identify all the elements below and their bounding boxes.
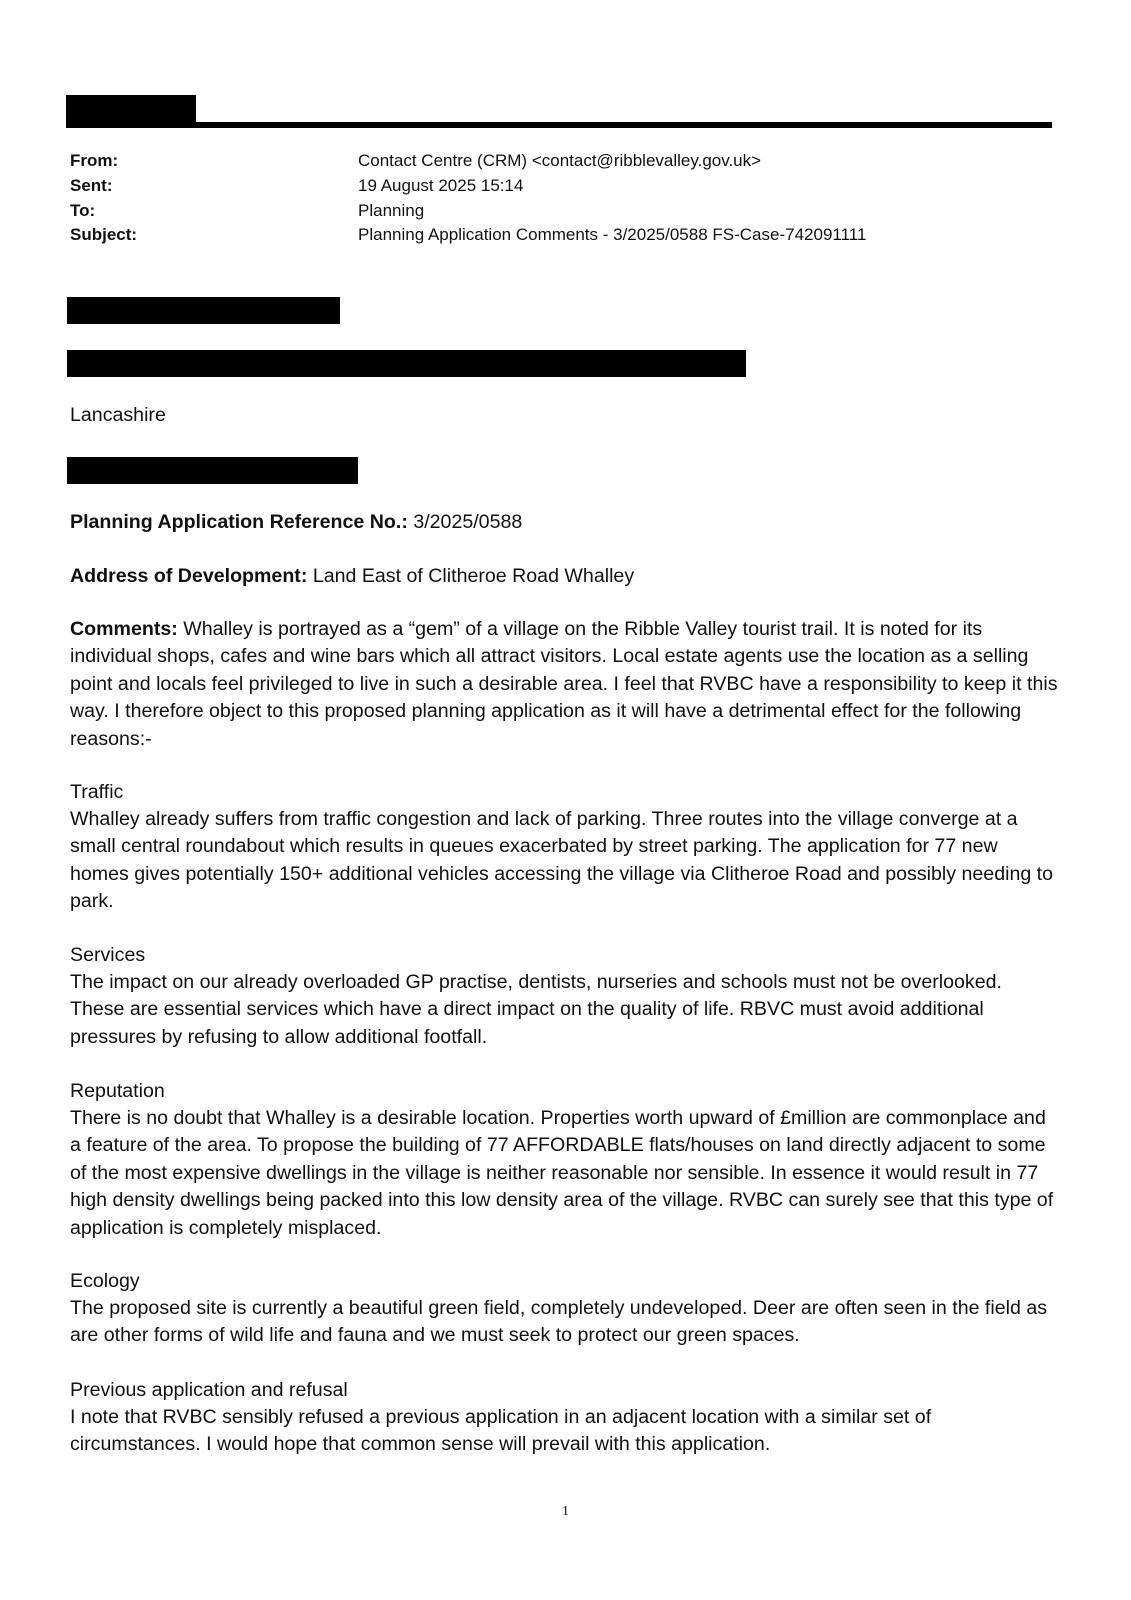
subject-label: Subject:	[70, 225, 138, 244]
comments-label: Comments:	[70, 618, 178, 640]
to-label: To:	[70, 201, 96, 220]
to-value: Planning	[358, 201, 425, 220]
section-previous-heading: Previous application and refusal	[70, 1379, 348, 1401]
subject-value: Planning Application Comments - 3/2025/0588 FS-Case-742091111	[358, 225, 867, 244]
section-reputation-text: There is no doubt that Whalley is a desirable location. Properties worth upward of £million are commonplace and a feature of the area. To propose the building of 77 AFFORDABLE flats/houses on land directly adjacent to some of the most expensive dwellings in the village is neither reasonable nor sensible. In essence it would result in 77 high density dwellings being packed into this low density area of the village. RVBC can surely see that this type of application is completely misplaced.	[70, 1107, 1054, 1239]
reference-value: 3/2025/0588	[413, 511, 523, 533]
development-address-line	[70, 563, 1060, 590]
redacted-name-line	[67, 297, 340, 324]
from-label: From:	[70, 151, 119, 170]
page-number: 1	[562, 1504, 569, 1519]
redacted-sender-name	[66, 95, 196, 124]
section-reputation-heading: Reputation	[70, 1080, 165, 1102]
section-previous-text: I note that RVBC sensibly refused a previous application in an adjacent location with a similar set of circumstances. I would hope that common sense will prevail with this application.	[70, 1406, 932, 1456]
reference-label: Planning Application Reference No.:	[70, 511, 408, 533]
development-address-label: Address of Development:	[70, 565, 308, 587]
section-services-text: The impact on our already overloaded GP practise, dentists, nurseries and schools must not be overlooked. These are essential services which have a direct impact on the quality of life. RBVC must avoid additional pressures by refusing to allow additional footfall.	[70, 971, 1002, 1048]
reference-line	[70, 509, 1060, 536]
section-traffic-heading: Traffic	[70, 781, 124, 803]
sent-value: 19 August 2025 15:14	[358, 176, 524, 195]
comments-intro: Whalley is portrayed as a “gem” of a village on the Ribble Valley tourist trail. It is noted for its individual shops, cafes and wine bars which all attract visitors. Local estate agents use the location as a selling point and locals feel privileged to live in such a desirable area. I feel that RVBC have a responsibility to keep it this way. I therefore object to this proposed planning application as it will have a detrimental effect for the following reasons:-	[70, 618, 1058, 750]
section-ecology-text: The proposed site is currently a beautiful green field, completely undeveloped. Deer are often seen in the field as are other forms of wild life and fauna and we must seek to protect our green spaces.	[70, 1297, 1048, 1347]
header-divider	[66, 122, 1052, 128]
comments-paragraph	[70, 616, 1060, 753]
section-ecology-heading: Ecology	[70, 1270, 140, 1292]
from-value: Contact Centre (CRM) <contact@ribblevalley.gov.uk>	[358, 151, 762, 170]
section-traffic-text: Whalley already suffers from traffic congestion and lack of parking. Three routes into the village converge at a small central roundabout which results in queues exacerbated by street parking. The application for 77 new homes gives potentially 150+ additional vehicles accessing the village via Clitheroe Road and possibly needing to park.	[70, 808, 1054, 913]
redacted-postcode-line	[67, 457, 358, 484]
sent-label: Sent:	[70, 176, 113, 195]
address-county: Lancashire	[70, 404, 166, 426]
redacted-address-line	[67, 350, 746, 377]
section-services-heading: Services	[70, 944, 146, 966]
development-address-value: Land East of Clitheroe Road Whalley	[312, 565, 635, 587]
